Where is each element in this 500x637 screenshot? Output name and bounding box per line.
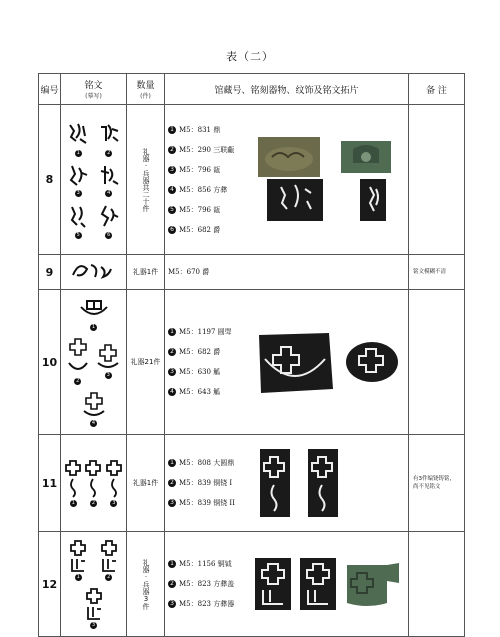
inscription-glyph: [97, 163, 121, 189]
count-cell: 礼器21件: [127, 290, 165, 435]
list-item: 3 M5：823 方彝器: [168, 594, 247, 614]
row-number: 8: [39, 105, 61, 255]
list-item: 1 M5：1197 圆斝: [168, 322, 247, 342]
inscription-glyph: [85, 587, 103, 621]
list-item: 2 M5：682 爵: [168, 342, 247, 362]
count-cell: 礼器·兵器共二十件: [127, 105, 165, 255]
count-cell: 礼器1件: [127, 435, 165, 532]
table-row: [39, 435, 465, 532]
inscription-glyph: [95, 343, 121, 371]
inscription-rubbing: [344, 339, 400, 385]
inscription-table: [38, 73, 465, 637]
count-cell: 礼器1件: [127, 255, 165, 290]
remark-cell: 有3件编铙铸铭，尚不见铭文: [409, 435, 465, 532]
header-inscription: 铭文 (摹写): [61, 74, 127, 105]
inscription-glyphs: 1 2 3 4: [61, 290, 127, 435]
count-cell: 礼器·兵器3件: [127, 532, 165, 637]
list-item: M5：670 爵: [168, 268, 210, 276]
table-row: [39, 255, 465, 290]
table-title: 表（二）: [226, 50, 274, 63]
inscription-glyph: [100, 539, 118, 573]
details-cell: [165, 435, 409, 532]
list-item: 3 M5：796 瓿: [168, 160, 247, 180]
inscription-glyph: [97, 203, 121, 231]
bronze-axe-photo: [343, 559, 403, 609]
list-item: 3 M5：630 觚: [168, 362, 247, 382]
list-item: 3 M5：839 铜铙 II: [168, 493, 247, 513]
item-list: [165, 262, 408, 282]
header-no: 编号: [39, 74, 61, 105]
inscription-rubbing: [298, 556, 338, 612]
details-cell: [165, 532, 409, 637]
remark-cell: 铭文模糊不清: [409, 255, 465, 290]
inscription-glyph: [69, 539, 87, 573]
list-item: 1 M5：1156 铜钺: [168, 554, 247, 574]
bronze-vessel-photo: [258, 137, 320, 177]
remark-cell: [409, 532, 465, 637]
row-number: 9: [39, 255, 61, 290]
list-item: 2 M5：823 方彝盖: [168, 574, 247, 594]
row-number: 12: [39, 532, 61, 637]
inscription-rubbing: [356, 177, 390, 223]
header-row: [39, 74, 465, 105]
item-list: [165, 453, 247, 513]
inscription-rubbing: [253, 556, 293, 612]
inscription-rubbing: [258, 447, 292, 519]
inscription-glyph: [81, 391, 107, 419]
inscription-glyph: [65, 459, 81, 499]
item-list: [165, 322, 247, 402]
table-row: [39, 532, 465, 637]
details-cell: [165, 255, 409, 290]
list-item: 2 M5：839 铜铙 I: [168, 473, 247, 493]
bronze-vessel-photo: [335, 137, 397, 177]
list-item: 5 M5：796 瓿: [168, 200, 247, 220]
item-list: [165, 120, 247, 240]
details-cell: [165, 105, 409, 255]
inscription-glyph: [97, 121, 121, 149]
header-details: 馆藏号、铭刻器物、纹饰及铭文拓片: [165, 74, 409, 105]
details-cell: [165, 290, 409, 435]
inscription-glyphs: [61, 255, 127, 290]
inscription-glyphs: 1 2 3: [61, 532, 127, 637]
table-row: [39, 290, 465, 435]
inscription-glyphs: 1 2 3 4 5 6: [61, 105, 127, 255]
table-row: [39, 105, 465, 255]
inscription-glyph: [66, 203, 90, 231]
list-item: 1 M5：831 鼎: [168, 120, 247, 140]
list-item: 2 M5：290 三联甗: [168, 140, 247, 160]
inscription-rubbing: [265, 177, 325, 223]
inscription-glyph: [66, 337, 90, 377]
header-count: 数量 (件): [127, 74, 165, 105]
inscription-glyphs: 1 2 3: [61, 435, 127, 532]
inscription-glyph: [66, 121, 90, 149]
row-number: 10: [39, 290, 61, 435]
remark-cell: [409, 105, 465, 255]
remark-cell: [409, 290, 465, 435]
list-item: 4 M5：856 方彝: [168, 180, 247, 200]
inscription-rubbing: [306, 447, 340, 519]
list-item: 4 M5：643 觚: [168, 382, 247, 402]
list-item: 1 M5：808 大圆鼎: [168, 453, 247, 473]
inscription-glyph: [77, 297, 111, 323]
inscription-glyph: [85, 459, 101, 499]
list-item: 6 M5：682 爵: [168, 220, 247, 240]
inscription-glyph: [106, 459, 122, 499]
inscription-rubbing: [255, 329, 335, 395]
header-remarks: 备 注: [409, 74, 465, 105]
inscription-glyph: [66, 163, 90, 189]
inscription-glyph: [69, 259, 119, 281]
row-number: 11: [39, 435, 61, 532]
item-list: [165, 554, 247, 614]
